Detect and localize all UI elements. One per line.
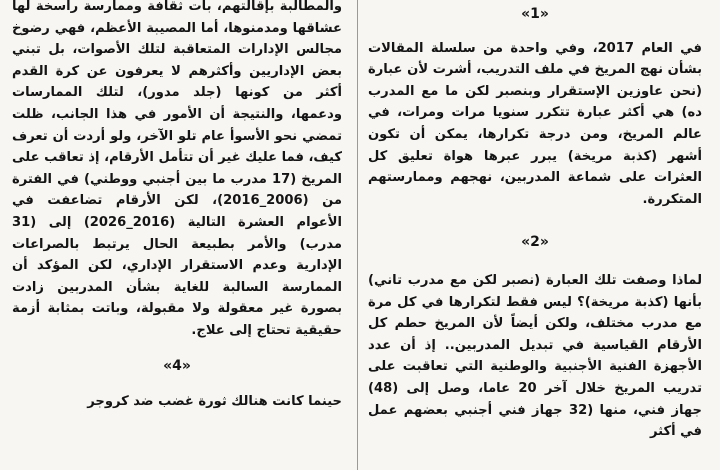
section-4-paragraph: حينما كانت هنالك ثورة غضب ضد كروجر <box>87 394 342 410</box>
section-1-paragraph: في العام 2017، وفي واحدة من سلسلة المقالات بشأن نهج المريخ في ملف التدريب، أشرت لأن عبارة (نحن عاوزين الإستقرار وبنصبر لكن ما مع المدرب ده) هي أكثر عبارة تتكرر سنويا مرات ومرات، في عالم المريخ، ومن درجة تكرارها، يمكن أن تكون أشهر (كذبة مريخة) يبرر عبرها هواة تعليق كل العثرات على شماعة المدربين، نهجهم وممارستهم المتكررة. <box>368 40 702 207</box>
column-divider <box>357 0 358 470</box>
right-column <box>358 0 720 470</box>
left-column <box>0 0 352 470</box>
section-2-paragraph: لماذا وصفت تلك العبارة (نصبر لكن مع مدرب تاني) بأنها (كذبة مريخة)؟ ليس فقط لتكرارها في كل مرة مع مدرب مختلف، ولكن أيضاً لأن المريخ حطم كل الأرقام القياسية في تبديل المدربين.. إذ أن عدد الأجهزة الفنية الأجنبية والوطنية التي تعاقبت على تدريب المريخ خلال آخر 20 عاما، وصل إلى (48) جهاز فني، منها (32 جهاز فني أجنبي بعضهم عمل في أكثر <box>368 272 702 440</box>
section-4-heading: «4» <box>163 357 191 374</box>
section-1-heading: «1» <box>521 6 549 22</box>
section-3-paragraph: والمطالبة بإقالتهم، بات ثقافة وممارسة راسخة لها عشاقها ومدمنوها، أما المصيبة الأعظم، فهي رضوخ مجالس الإدارات المتعاقبة لتلك الأصوات، بل تبني بعض الإداريين وأكثرهم لا يعرفون عن كرة القدم أكثر من كونها (جلد مدور)، لتلك الممارسات ودعمها، والنتيجة أن الأمور في هذا الجانب، ظلت تمضي نحو الأسوأ عام تلو الآخر، ولو أردت أن تعرف كيف، فما عليك غير أن تتأمل الأرقام، إذ تعاقب على المريخ (17 مدرب ما بين أجنبي ووطني) في الفترة من (2006_2016)، لكن الأرقام تضاعفت في الأعوام العشرة التالية (2016_2026) إلى (31 مدرب) والأمر بطبيعة الحال يرتبط بالصراعات الإدارية وعدم الاستقرار الإداري، لكن المؤكد أن الممارسة السالبة للغاية بشأن المدربين زادت بصورة غير معقولة ولا مقبولة، وباتت بمثابة أزمة حقيقية تحتاج إلى علاج. <box>12 0 343 338</box>
section-2-heading: «2» <box>521 234 549 251</box>
